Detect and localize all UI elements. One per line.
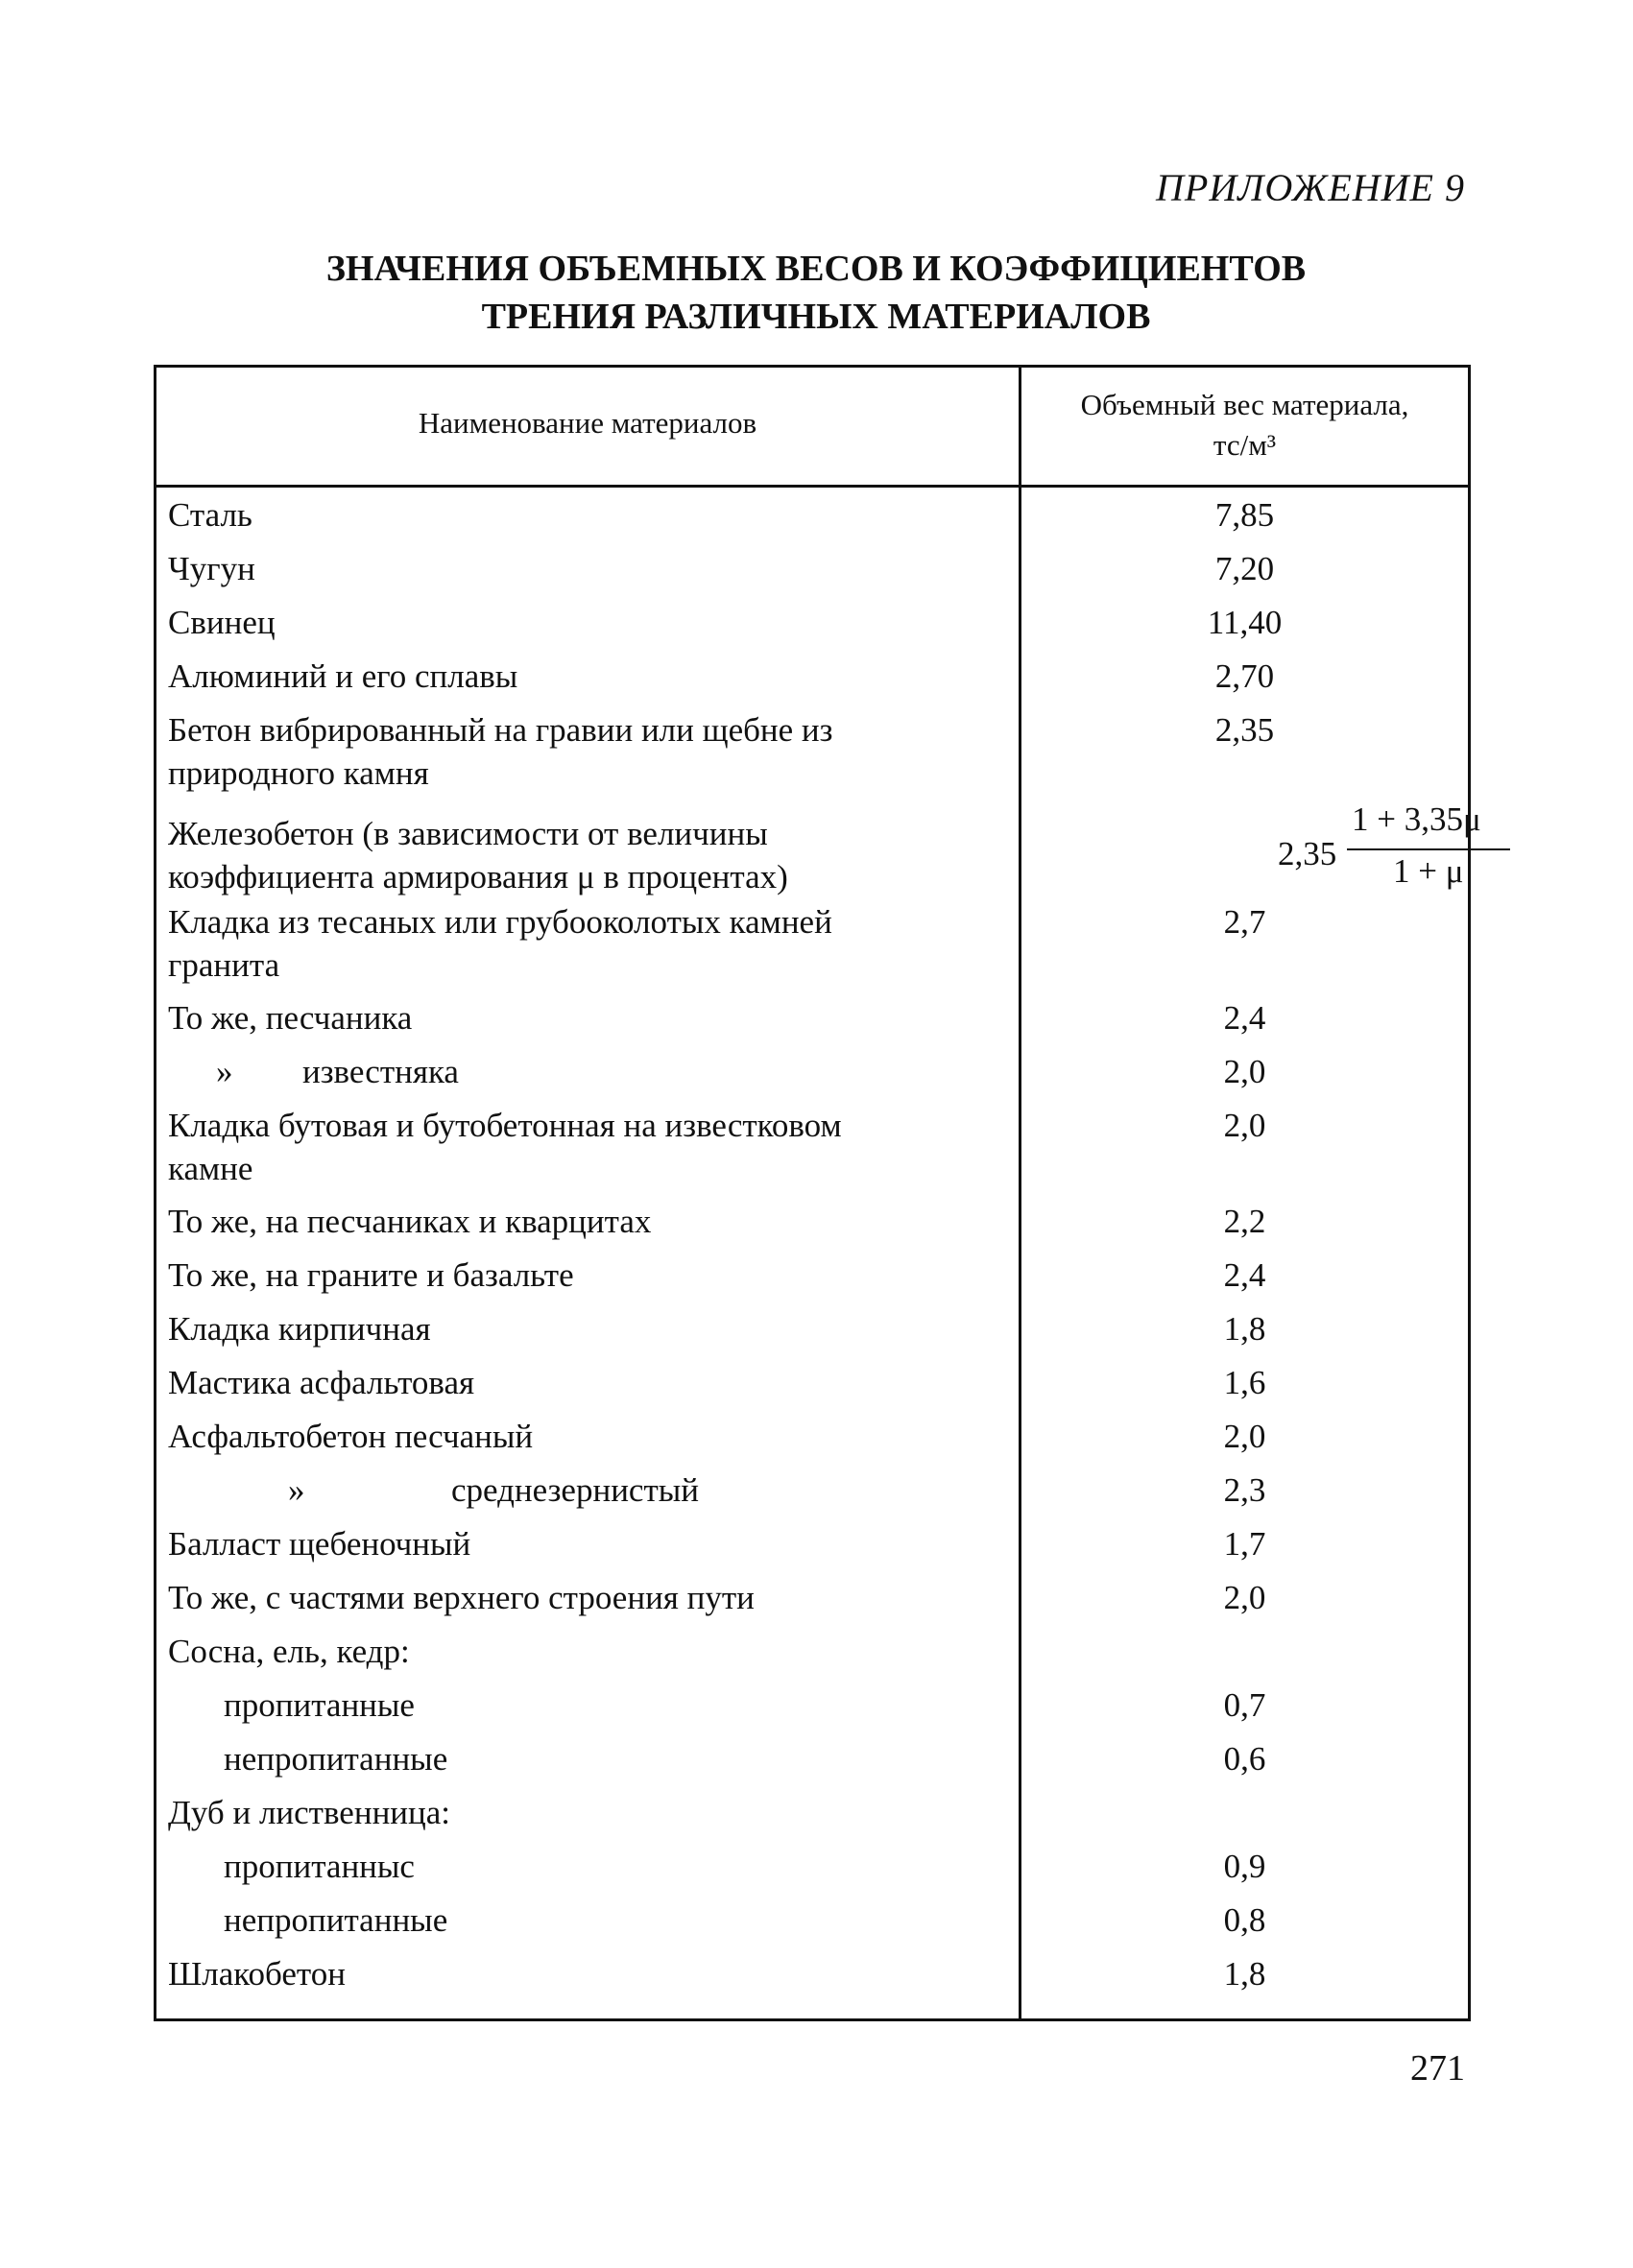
formula-denominator: 1 + μ: [1393, 852, 1464, 890]
material-weight: 2,2: [1223, 1203, 1266, 1240]
material-weight: 2,3: [1223, 1471, 1266, 1509]
material-weight: 0,6: [1223, 1740, 1266, 1778]
table-row: [156, 1248, 1468, 1301]
material-name: То же, с частями верхнего строения пути: [168, 1579, 755, 1616]
table-row: [156, 1624, 1468, 1678]
material-name-line2: природного камня: [168, 754, 429, 792]
material-name-line1: Кладка из тесаных или грубооколотых камней: [168, 903, 832, 941]
material-name: То же, песчаника: [168, 999, 413, 1037]
table-row: [156, 1194, 1468, 1248]
ditto-mark: »: [216, 1053, 233, 1090]
material-name: [168, 708, 1003, 795]
table-row: [156, 1463, 1468, 1516]
table-row: [156, 595, 1468, 649]
material-weight: 0,9: [1223, 1848, 1266, 1885]
header-volume-weight-line1: Объемный вес материала,: [1080, 388, 1409, 421]
table-row: [156, 488, 1468, 541]
material-name: [168, 812, 1003, 898]
table-row: [156, 1301, 1468, 1355]
material-name: То же, на граните и базальте: [168, 1256, 574, 1294]
header-volume-weight-unit: тс/м³: [1213, 428, 1277, 462]
material-name: Чугун: [168, 550, 255, 587]
material-weight: 2,7: [1223, 903, 1266, 941]
table-row: [156, 541, 1468, 595]
material-weight: 1,8: [1223, 1955, 1266, 1993]
formula-numerator: 1 + 3,35μ: [1352, 800, 1481, 838]
table-row: [156, 1946, 1468, 2000]
material-name: Балласт щебеночный: [168, 1525, 471, 1563]
material-name: То же, на песчаниках и кварцитах: [168, 1203, 652, 1240]
title-line-2: ТРЕНИЯ РАЗЛИЧНЫХ МАТЕРИАЛОВ: [481, 297, 1151, 337]
material-name: Асфальтобетон песчаный: [168, 1418, 534, 1455]
table-row: [156, 1893, 1468, 1946]
material-name: Кладка кирпичная: [168, 1310, 431, 1348]
table-row: [156, 703, 1468, 799]
material-weight: 2,4: [1223, 1256, 1266, 1294]
title-line-1: ЗНАЧЕНИЯ ОБЪЕМНЫХ ВЕСОВ И КОЭФФИЦИЕНТОВ: [325, 249, 1307, 289]
material-name: Свинец: [168, 604, 276, 641]
material-name-line1: Бетон вибрированный на гравии или щебне из: [168, 711, 833, 749]
material-name-line2: камне: [168, 1150, 253, 1187]
page-number: 271: [1410, 2048, 1465, 2089]
material-name: [168, 1104, 1003, 1190]
material-weight: 2,35: [1214, 711, 1275, 749]
material-group-heading: Дуб и лиственница:: [168, 1794, 451, 1831]
material-weight: 1,6: [1223, 1364, 1266, 1401]
material-weight: 2,4: [1223, 999, 1266, 1037]
table-row: [156, 1355, 1468, 1409]
page-title: [154, 245, 1478, 341]
material-weight: 11,40: [1207, 604, 1283, 641]
material-name-line2: гранита: [168, 946, 280, 984]
reinforced-concrete-formula: [1117, 799, 1481, 895]
table-row: [156, 1839, 1468, 1893]
table-row: [156, 1570, 1468, 1624]
material-name: [168, 1468, 1003, 1512]
material-weight: 1,8: [1223, 1310, 1266, 1348]
table-row: [156, 649, 1468, 703]
header-volume-weight: [1021, 385, 1468, 466]
material-name-line1: Железобетон (в зависимости от величины: [168, 815, 768, 852]
material-name: Сталь: [168, 496, 252, 534]
material-name: [168, 900, 1003, 987]
material-name: пропитанные: [224, 1686, 415, 1724]
table-row: [156, 1678, 1468, 1731]
material-name-line2: коэффициента армирования μ в процентах): [168, 858, 788, 895]
table-row: [156, 1785, 1468, 1839]
material-weight: 2,0: [1223, 1579, 1266, 1616]
material-name: Алюминий и его сплавы: [168, 657, 518, 695]
table-row: [156, 991, 1468, 1044]
material-name: пропитанныс: [224, 1848, 415, 1885]
table-row: [156, 1098, 1468, 1194]
material-weight: 0,7: [1223, 1686, 1266, 1724]
material-weight: 2,0: [1223, 1107, 1266, 1144]
material-name: [168, 1050, 1003, 1093]
material-weight: 7,85: [1214, 496, 1275, 534]
material-name: непропитанные: [224, 1901, 448, 1939]
material-weight: 1,7: [1223, 1525, 1266, 1563]
formula-coefficient: 2,35: [1278, 835, 1337, 872]
fraction-bar: [1347, 848, 1510, 850]
material-weight: 7,20: [1214, 550, 1275, 587]
table-body: [156, 488, 1481, 2000]
ditto-mark: »: [288, 1471, 305, 1509]
table-row: [156, 1731, 1468, 1785]
material-name-text: среднезернистый: [451, 1471, 700, 1509]
material-name: непропитанные: [224, 1740, 448, 1778]
header-material-name: Наименование материалов: [418, 406, 757, 440]
material-weight: 2,70: [1214, 657, 1275, 695]
table-row: [156, 1516, 1468, 1570]
table-row: [156, 1044, 1468, 1098]
table-row: [156, 895, 1468, 991]
table-row: [156, 799, 1481, 895]
material-group-heading: Сосна, ель, кедр:: [168, 1633, 410, 1670]
appendix-label: ПРИЛОЖЕНИЕ 9: [1156, 166, 1465, 209]
materials-table: [154, 365, 1481, 2021]
table-row: [156, 1409, 1468, 1463]
material-name-text: известняка: [302, 1053, 459, 1090]
material-weight: 2,0: [1223, 1053, 1266, 1090]
material-weight: 0,8: [1223, 1901, 1266, 1939]
material-weight: 2,0: [1223, 1418, 1266, 1455]
material-name-line1: Кладка бутовая и бутобетонная на известковом: [168, 1107, 842, 1144]
material-name: Шлакобетон: [168, 1955, 346, 1993]
material-name: Мастика асфальтовая: [168, 1364, 475, 1401]
